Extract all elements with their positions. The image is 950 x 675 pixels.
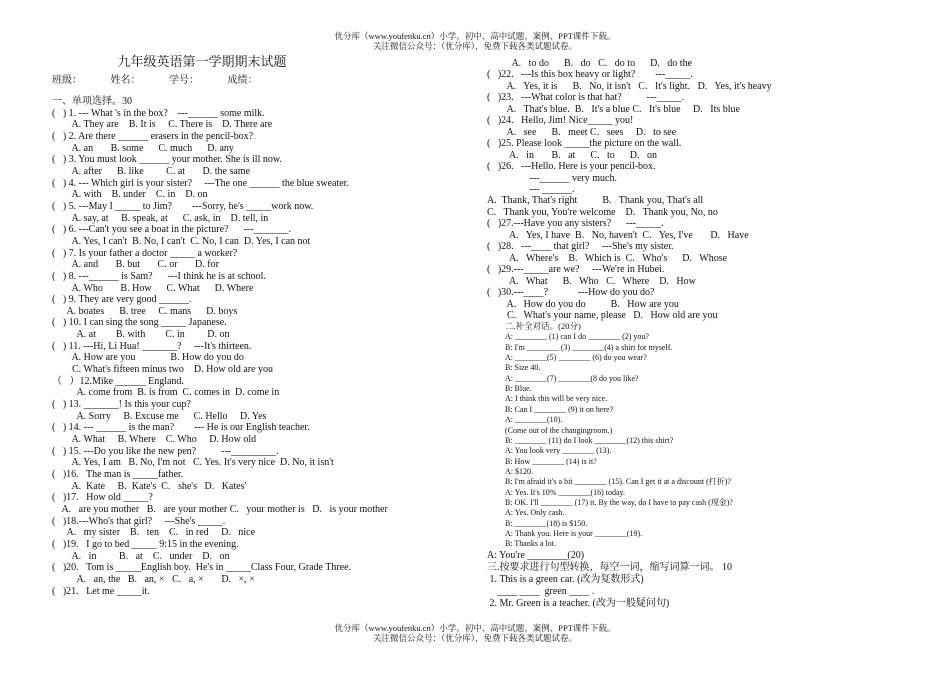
question-line: A. What B. Where C. Who D. How old [52, 434, 257, 446]
question-line: A. with B. under C. in D. on [52, 189, 208, 201]
question-line: C. Thank you, You're welcome D. Thank you, No, no [487, 206, 718, 218]
exercise-line: ____ ____ green ____ . [487, 585, 595, 597]
question-line: ( ) 3. You must look ______ your mother. She is ill now. [52, 154, 282, 166]
right-column [487, 58, 907, 610]
dialogue-line: A: ________(5) ________ (6) do you wear? [505, 353, 647, 363]
dialogue-line: A: I think this will be very nice. [505, 394, 608, 404]
dialogue-line: B: Blue. [505, 384, 532, 394]
name-field-label: 姓名： [110, 75, 141, 86]
dialogue-line: A: Thank you. Here is your ________(19). [505, 528, 643, 538]
question-line: A. Yes, it is B. No, it isn't C. It's light. D. Yes, it's heavy [487, 80, 772, 92]
multiple-choice-questions [52, 96, 452, 597]
student-info-row [52, 74, 452, 88]
question-line: ( ) 15. ---Do you like the new pen? ---_________. [52, 445, 279, 457]
question-line: ( )26. ---Hello. Here is your pencil-box. [487, 161, 656, 173]
dialogue-line: A: Yes. Only cash. [505, 508, 565, 518]
question-line: ( ) 2. Are there ______ erasers in the pencil-box? [52, 130, 254, 142]
question-line: ( ) 10. I can sing the song _____ Japanese. [52, 317, 227, 329]
multiple-choice-continued [487, 58, 907, 321]
question-line: A. see B. meet C. sees D. to see [487, 126, 677, 138]
question-line: A. They are B. It is C. There is D. There are [52, 119, 273, 131]
question-line: ( )25. Please look _____the picture on the wall. [487, 138, 682, 150]
dialogue-line: B: How ________ (14) is it? [505, 456, 597, 466]
question-line: A．How do you do B. How are you [487, 298, 679, 310]
question-line: ( )22. ---Is this box heavy or light? ---_____. [487, 69, 693, 81]
dialogue-line: B: ________(18) is $150. [505, 518, 588, 528]
question-line: ( ) 4. --- Which girl is your sister? ---The one ______ the blue sweater. [52, 177, 349, 189]
dialogue-line: B: Can I ________ (9) it on here? [505, 404, 614, 414]
dialogue-line: B: ________ (11) do I look ________(12) this shirt? [505, 435, 674, 445]
left-column [52, 54, 452, 597]
question-line: A. Kate B. Kate's C. she's D. Kates' [52, 480, 247, 492]
question-line: ( )17. How old _____? [52, 492, 153, 504]
exercise-line: 1. This is a green car. (改为复数形式) [487, 573, 644, 585]
question-line: A. Yes, I can't B. No, I can't C. No, I can D. Yes, I can not [52, 235, 311, 247]
exercise-line: 2. Mr. Green is a teacher. (改为一般疑问句) [487, 597, 670, 609]
footer-line-2: 关注微信公众号：（优分库），免费下载各类试题试卷。 [372, 633, 577, 643]
question-line: A. Yes, I have B. No, haven't C. Yes, I've D. Have [487, 229, 749, 241]
question-line: ( )21. Let me _____it. [52, 585, 150, 597]
question-line: A. are you mother B. are your mother C. your mother is D. is your mother [52, 503, 388, 515]
question-line: ( )27.---Have you any sisters? ---_____. [487, 218, 664, 230]
question-line: A. to do B. do C. do to D. do the [487, 58, 693, 69]
header-line-2: 关注微信公众号：（优分库），免费下载各类试题试卷。 [372, 41, 577, 51]
question-line: ( ) 8. ---______ is Sam? ---I think he is at school. [52, 270, 266, 282]
question-line: ( )20. Tom is _____English boy. He's in _____Class Four, Grade Three. [52, 562, 352, 574]
exercise-line: 三.按要求进行句型转换，每空一词，缩写词算一词。 10 [487, 561, 732, 573]
question-line: A. How are you B. How do you do [52, 352, 244, 364]
dialogue-line: B: Size 40. [505, 363, 541, 373]
question-line: A. at B. with C. in D. on [52, 329, 230, 341]
dialogue-line: A: $120. [505, 466, 533, 476]
question-line: ( ) 7. Is your father a doctor _____ a worker? [52, 247, 238, 259]
question-line: A. What B. Who C. Where D. How [487, 275, 696, 287]
question-line: A. come from B. is from C. comes in D. come in [52, 387, 280, 399]
dialogue-line: A: You look very ________ (13). [505, 446, 612, 456]
question-line: A. in B. at C. under D. on [52, 550, 230, 562]
question-line: A. Thank, That's right B. Thank you, That's all [487, 195, 704, 207]
question-line: ( ) 6. ---Can't you see a boat in the picture? ---_______. [52, 224, 291, 236]
exam-title: 九年级英语第一学期期末试题 [117, 54, 287, 69]
dialogue-line: B: OK. I'll ________ (17) it. By the way, do I have to pay cash (现金)? [505, 497, 733, 507]
dialogue-line: B: Thanks a lot. [505, 539, 556, 549]
question-line: A. say, at B. speak, at C. ask, in D. tell, in [52, 212, 269, 224]
question-line: ( ) 1. --- What 's in the box? ---______ some milk. [52, 107, 265, 119]
dialogue-line: A: ________(7) ________(8 do you like? [505, 373, 639, 383]
exercise-line: A: You're ________(20) [487, 549, 585, 561]
question-line: ( )18.---Who's that girl? ---She's _____. [52, 515, 226, 527]
question-line: A. boates B. tree C. mans D. boys [52, 305, 238, 317]
question-line: ( )28. ---____ that girl? ---She's my sister. [487, 241, 674, 253]
question-line: ( ) 13. _______! Is this your cup? [52, 399, 191, 411]
question-line: A. after B. like C. at D. the same [52, 165, 251, 177]
question-line: ( ) 9. They are very good ______. [52, 294, 192, 306]
question-line: C. What's fifteen minus two D. How old are you [52, 364, 274, 376]
page-footer [0, 623, 950, 643]
question-line: A. Yes, I am B. No, I'm not C. Yes. It's very nice D. No, it isn't [52, 457, 334, 469]
dialogue-line: A: Yes. It's 10% ________(16) today. [505, 487, 626, 497]
question-line: A. in B. at C. to D. on [487, 149, 658, 161]
dialogue-line: A: ________ (1) can I do ________ (2) you? [505, 332, 649, 342]
question-line: C. What's your name, please D. How old are you [487, 309, 718, 321]
question-line: ---______ very much. [487, 172, 617, 184]
question-line: A. and B. but C. or D. for [52, 259, 219, 271]
question-line: ( )30.---____? ---How do you do? [487, 287, 655, 299]
question-line: A. an, the B. an, × C. a, × D. ×, × [52, 573, 255, 585]
score-field-label: 成绩： [227, 75, 258, 86]
question-line: A. That's blue. B. It's a blue C. It's blue D. Its blue [487, 103, 740, 115]
sentence-transformation-section [487, 550, 907, 610]
question-line: ( ) 14. --- ______ is the man? --- He is our English teacher. [52, 422, 310, 434]
question-line: A. an B. some C. much D. any [52, 142, 234, 154]
dialogue-line: A: ________(10). [505, 415, 563, 425]
dialogue-line: (Come out of the changingroom.) [505, 425, 613, 435]
dialogue-exercise [487, 332, 907, 549]
question-line: （ ）12.Mike ______ England. [52, 375, 184, 387]
dialogue-section-title: 二.补全对话。(20分) [505, 321, 581, 332]
question-line: ( )16. The man is _____father. [52, 469, 184, 480]
question-line: A. Where's B. Which is C. Who's D. Whose [487, 252, 728, 264]
question-line: ( )19. I go to bed _____ 9:15 in the evening. [52, 538, 239, 550]
question-line: ( )24. Hello, Jim! Nice_____ you! [487, 115, 634, 127]
question-line: ( ) 11. ---Hi, Li Hua! _______? ---It's thirteen. [52, 340, 252, 352]
question-line: A. Who B. How C. What D. Where [52, 282, 254, 294]
class-field-label: 班级： [52, 75, 82, 86]
question-line: ( )29.---_____are we? ---We're in Hubei. [487, 264, 665, 276]
dialogue-line: B: I'm ________ (3) ________(4) a shirt for myself. [505, 342, 673, 352]
page-header [0, 31, 950, 51]
student-id-field-label: 学号： [169, 75, 199, 86]
question-line: ( )23. ---What color is that hat? ---_____. [487, 92, 685, 104]
header-line-1: 优分库（www.youfenku.cn）小学、初中、高中试题、案例、PPT课件下载。 [334, 31, 616, 41]
question-line: A. my sister B. ten C. in red D. nice [52, 527, 256, 539]
question-line: 一、单项选择。30 [52, 96, 132, 107]
question-line: ( ) 5. ---May I _____ to Jim? ---Sorry, he's _____work now. [52, 200, 314, 212]
dialogue-line: B: I'm afraid it's a bit ________ (15). Can I get it at a discount (打折)? [505, 477, 731, 487]
question-line: --- ______. [487, 183, 575, 195]
question-line: A. Sorry B. Excuse me C. Hello D. Yes [52, 410, 267, 422]
footer-line-1: 优分库（www.youfenku.cn）小学、初中、高中试题、案例、PPT课件下载。 [334, 623, 616, 633]
